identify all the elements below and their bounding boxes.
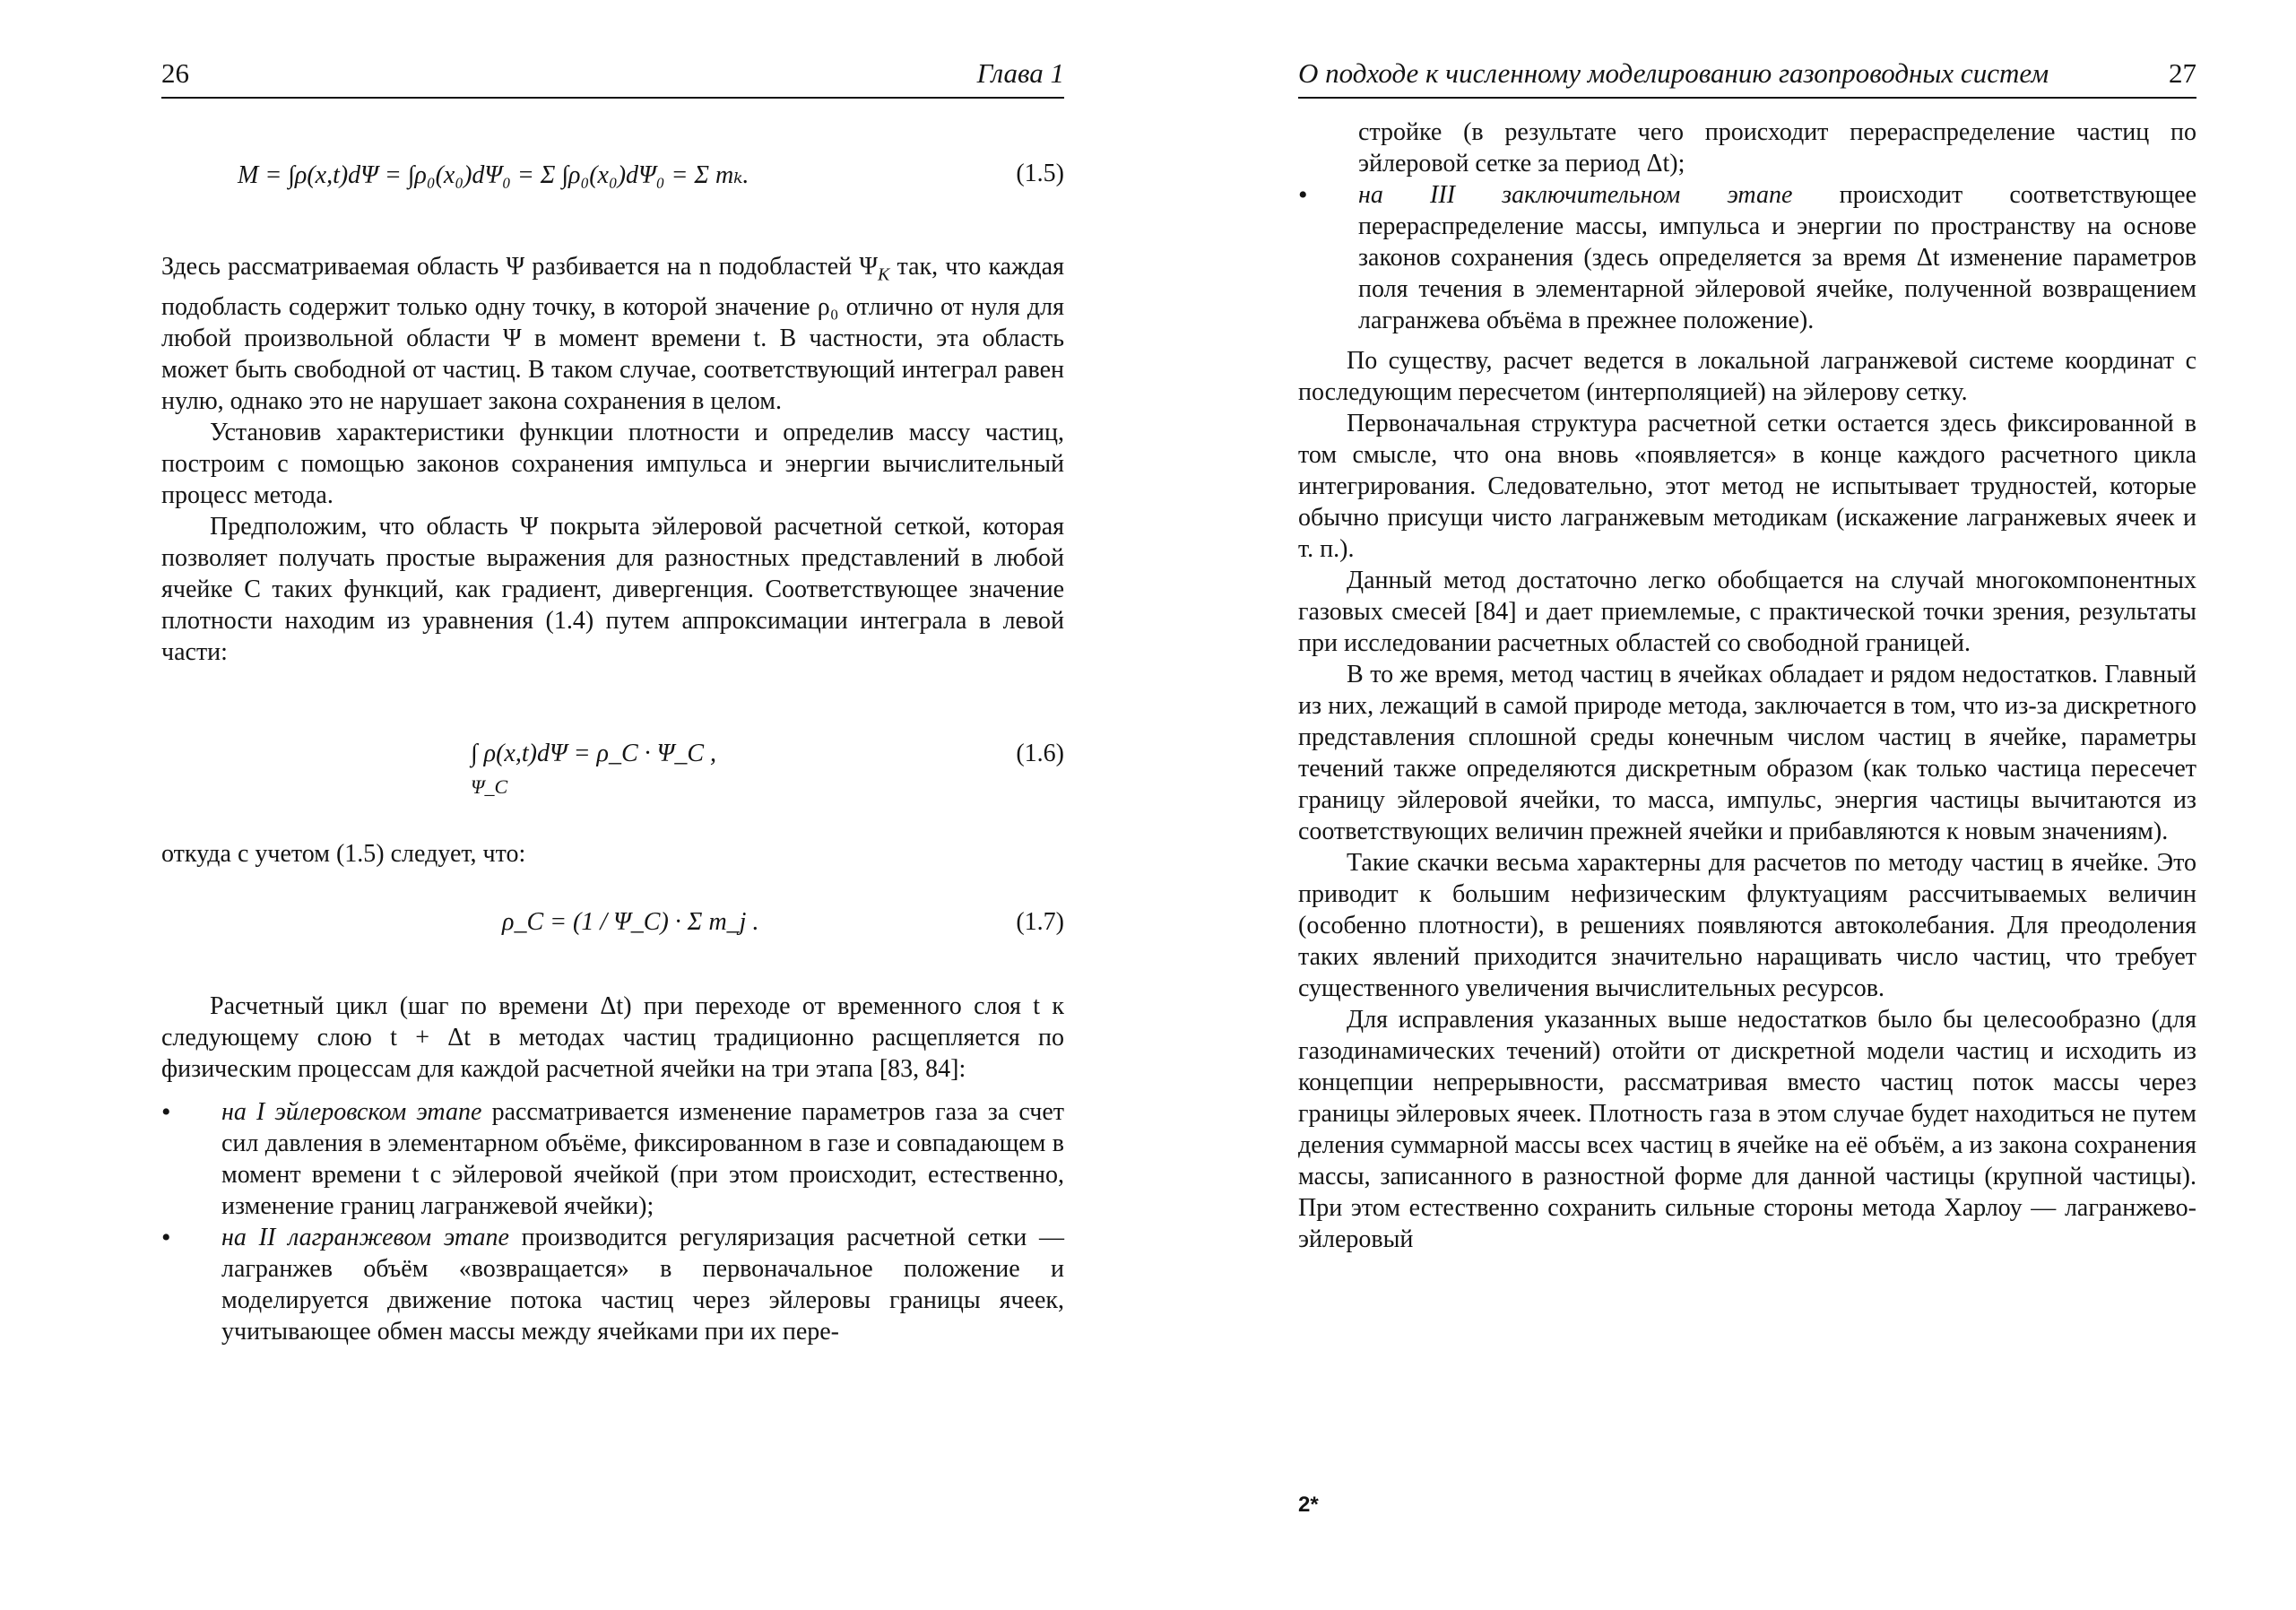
left-page-header — [161, 52, 1064, 99]
formula-1-6-tag: (1.6) — [1016, 740, 1064, 767]
paragraph — [161, 251, 1064, 417]
list-item-text: рассматривается изменение параметров газа за счет сил давления в элементарном объёме, фиксированном в газе и совпадающем в момент времени t с эйлеровой ячейкой (при этом происходит, естественно, изменение границ лагранжевой ячейки); — [221, 1098, 1064, 1220]
formula-1-7-body: ρ_C = (1 / Ψ_C) · Σ m_j . — [502, 908, 759, 936]
stage-list-continued — [1298, 179, 2196, 336]
left-text-bottom — [161, 991, 1064, 1347]
right-text — [1298, 117, 2196, 1255]
list-item — [161, 1222, 1064, 1347]
paragraph: В то же время, метод частиц в ячейках обладает и рядом недостатков. Главный из них, лежащий в самой природе метода, заключается в том, что из-за дискретного представления сплошной среды конечным числом частиц в ячейке, параметры течений также определяются дискретным образом (как только частица пересечет границу эйлеровой ячейки, то масса, импульс, энергия частицы вычитаются из соответствующих величин прежней ячейки и прибавляются к новым значениям). — [1298, 661, 2196, 845]
page-number-right: 27 — [2169, 57, 2196, 89]
paragraph: По существу, расчет ведется в локальной лагранжевой системе координат с последующим пересчетом (интерполяцией) на эйлерову сетку. — [1298, 347, 2196, 406]
formula-1-7-tag: (1.7) — [1016, 908, 1064, 936]
formula-1-7 — [161, 899, 1064, 962]
formula-1-6-subscript: Ψ_C — [471, 775, 508, 798]
formula-1-6 — [161, 740, 1064, 811]
list-item-emphasis: на I эйлеровском этапе — [221, 1098, 482, 1126]
formula-1-5 — [238, 152, 1064, 224]
paragraph-text: так, что каждая подобласть содержит только одну точку, в которой значение ρ₀ отлично от нуля для любой произвольной области Ψ в момент времени t. В частности, эта область может быть свободной от частиц. В таком случае, соответствующий интеграл равен нулю, однако это не нарушает закона сохранения в целом. — [161, 253, 1064, 415]
list-item-text: происходит соответствующее перераспределение массы, импульса и энергии по пространству на основе законов сохранения (здесь определяется за время Δt изменение параметров поля течения в элементарной эйлеровой ячейке, полученной возвращением лагранжева объёма в прежнее положение). — [1358, 181, 2196, 334]
formula-1-5-body: M = ∫ρ(x,t)dΨ = ∫ρ₀(x₀)dΨ₀ = Σ ∫ρ₀(x₀)dΨ₀ = Σ mₖ. — [238, 161, 749, 189]
paragraph-text: Здесь рассматриваемая область Ψ разбивается на n подобластей Ψ — [161, 253, 878, 281]
stage-list — [161, 1096, 1064, 1347]
page-number-left: 26 — [161, 57, 189, 89]
right-page-header — [1298, 52, 2196, 99]
paragraph: Установив характеристики функции плотности и определив массу частиц, построим с помощью законов сохранения импульса и энергии вычислительный процесс метода. — [161, 418, 1064, 509]
paragraph: Расчетный цикл (шаг по времени Δt) при переходе от временного слоя t к следующему слою t + Δt в методах частиц традиционно расщепляется по физическим процессам для каждой расчетной ячейки на три этапа [83, 84]: — [161, 992, 1064, 1083]
running-title: О подходе к численному моделированию газопроводных систем — [1298, 57, 2049, 89]
paragraph: откуда с учетом (1.5) следует, что: — [161, 840, 526, 868]
left-text-mid — [161, 838, 1064, 870]
list-item — [1298, 179, 2196, 336]
list-item-emphasis: на III заключительном этапе — [1358, 181, 1793, 209]
signature-mark: 2* — [1298, 1493, 1319, 1517]
paragraph: Данный метод достаточно легко обобщается на случай многокомпонентных газовых смесей [84] и дает приемлемые, с практической точки зрения, результаты при исследовании расчетных областей со свободной границей. — [1298, 567, 2196, 657]
formula-1-6-body: ∫ ρ(x,t)dΨ = ρ_C · Ψ_C , — [471, 740, 717, 767]
list-item-text: производится регуляризация расчетной сетки — лагранжев объём «возвращается» в первоначальное положение и моделируется движение потока частиц через эйлеровы границы ячеек, учитывающее обмен массы между ячейками при их пере- — [221, 1224, 1064, 1346]
paragraph: Первоначальная структура расчетной сетки остается здесь фиксированной в том смысле, что она вновь «появляется» в конце каждого расчетного цикла интегрирования. Следовательно, этот метод не испытывает трудностей, которые обычно присущи чисто лагранжевым методикам (искажение лагранжевых ячеек и т. п.). — [1298, 410, 2196, 563]
list-item — [161, 1096, 1064, 1222]
paragraph: Для исправления указанных выше недостатков было бы целесообразно (для газодинамических течений) отойти от дискретной модели частиц и исходить из концепции непрерывности, рассматривая вместо частиц поток массы через границы эйлеровых ячеек. Плотность газа в этом случае будет находиться не путем деления суммарной массы всех частиц в ячейке на её объём, а из закона сохранения массы, записанного в разностной форме для данной частицы (крупной частицы). При этом естественно сохранить сильные стороны метода Харлоу — лагранжево-эйлеровый — [1298, 1006, 2196, 1253]
list-continuation: стройке (в результате чего происходит перераспределение частиц по эйлеровой сетке за период Δt); — [1358, 118, 2196, 177]
subscript: K — [877, 264, 890, 285]
paragraph: Предположим, что область Ψ покрыта эйлеровой расчетной сеткой, которая позволяет получать простые выражения для разностных представлений в любой ячейке C таких функций, как градиент, дивергенция. Соответствующее значение плотности находим из уравнения (1.4) путем аппроксимации интеграла в левой части: — [161, 512, 1064, 666]
list-item-emphasis: на II лагранжевом этапе — [221, 1224, 509, 1251]
formula-1-5-tag: (1.5) — [1016, 160, 1064, 187]
chapter-title: Глава 1 — [976, 57, 1064, 89]
paragraph: Такие скачки весьма характерны для расчетов по методу частиц в ячейке. Это приводит к большим нефизическим флуктуациям рассчитываемых величин (особенно плотности), в решениях появляются автоколебания. Для преодоления таких явлений приходится значительно наращивать число частиц, что требует существенного увеличения вычислительных ресурсов. — [1298, 849, 2196, 1002]
right-page — [1148, 0, 2296, 1610]
left-text-top — [161, 251, 1064, 668]
